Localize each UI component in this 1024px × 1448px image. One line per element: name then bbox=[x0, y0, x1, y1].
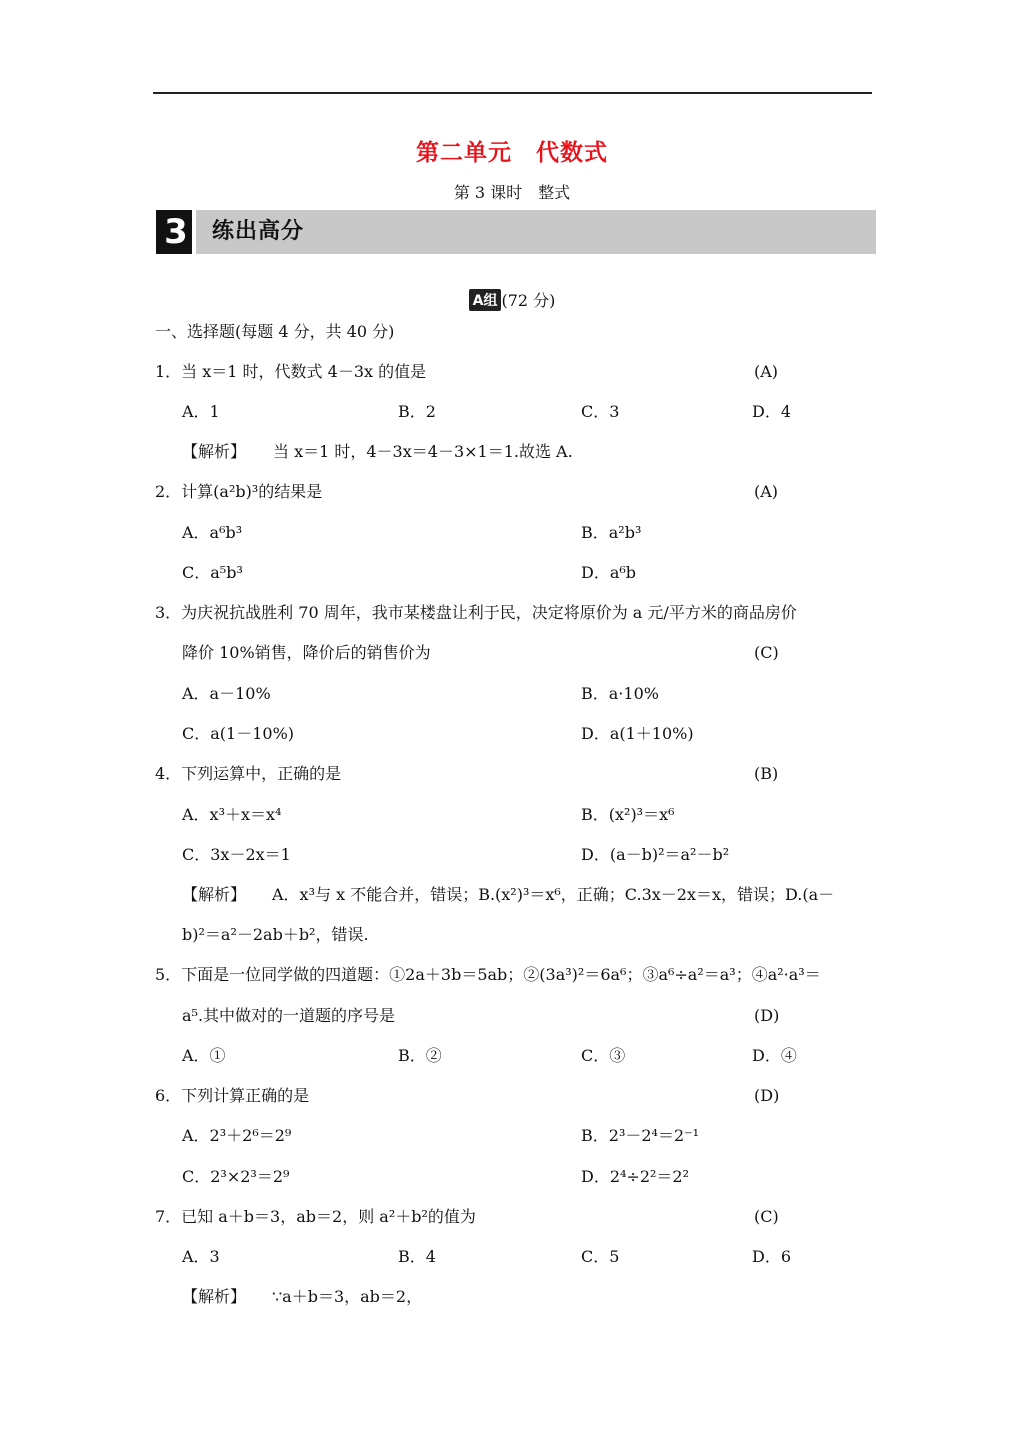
question-4-option-c: C．3x－2x＝1 bbox=[182, 845, 291, 864]
section-banner bbox=[156, 210, 876, 254]
section-heading: 一、选择题(每题 4 分，共 40 分) bbox=[155, 322, 395, 341]
question-4-option-b: B．(x²)³＝x⁶ bbox=[581, 805, 675, 824]
question-6-option-c: C．2³×2³＝2⁹ bbox=[182, 1167, 290, 1186]
question-7-answer: (C) bbox=[754, 1207, 779, 1226]
question-2-option-c: C．a⁵b³ bbox=[182, 563, 243, 582]
question-1-analysis: 当 x＝1 时，4－3x＝4－3×1＝1.故选 A. bbox=[273, 442, 573, 461]
question-1-option-c: C．3 bbox=[581, 402, 620, 421]
question-4-answer: (B) bbox=[754, 764, 779, 783]
question-3-option-d: D．a(1＋10%) bbox=[581, 724, 694, 743]
question-1-analysis-label: 【解析】 bbox=[182, 442, 247, 461]
top-rule bbox=[153, 92, 872, 94]
question-4-analysis-label: 【解析】 bbox=[182, 885, 247, 904]
question-2-option-a: A．a⁶b³ bbox=[182, 523, 243, 542]
question-7-option-b: B．4 bbox=[398, 1247, 436, 1266]
banner-number: 3 bbox=[156, 210, 196, 254]
group-score: (72 分) bbox=[501, 291, 556, 310]
question-5-stem-cont: a⁵.其中做对的一道题的序号是 bbox=[182, 1006, 396, 1025]
question-6-answer: (D) bbox=[754, 1086, 780, 1105]
question-6-option-a: A．2³＋2⁶＝2⁹ bbox=[182, 1126, 292, 1145]
question-1-option-b: B．2 bbox=[398, 402, 436, 421]
question-4-analysis: A．x³与 x 不能合并，错误；B.(x²)³＝x⁶，正确；C.3x－2x＝x，错误；D.(a－ bbox=[272, 885, 835, 904]
question-7-option-c: C．5 bbox=[581, 1247, 620, 1266]
question-6-option-b: B．2³－2⁴＝2⁻¹ bbox=[581, 1126, 699, 1145]
question-3-stem: 3．为庆祝抗战胜利 70 周年，我市某楼盘让利于民，决定将原价为 a 元/平方米的商品房价 bbox=[155, 603, 797, 622]
question-7-analysis-label: 【解析】 bbox=[182, 1287, 247, 1306]
question-5-stem: 5．下面是一位同学做的四道题：①2a＋3b＝5ab；②(3a³)²＝6a⁶；③a⁶÷a²＝a³；④a²·a³＝ bbox=[155, 965, 821, 984]
question-7-analysis: ∵a＋b＝3，ab＝2， bbox=[272, 1287, 423, 1306]
question-5-option-c: C．③ bbox=[581, 1046, 626, 1065]
banner-label: 练出高分 bbox=[212, 219, 305, 244]
question-4-option-a: A．x³＋x＝x⁴ bbox=[182, 805, 282, 824]
question-3-option-a: A．a－10% bbox=[182, 684, 271, 703]
group-badge: A组 bbox=[469, 289, 502, 311]
lesson-subtitle: 第 3 课时 整式 bbox=[453, 183, 571, 202]
question-5-option-a: A．① bbox=[182, 1046, 226, 1065]
question-2-option-d: D．a⁶b bbox=[581, 563, 637, 582]
question-3-option-c: C．a(1－10%) bbox=[182, 724, 295, 743]
question-5-option-d: D．④ bbox=[752, 1046, 797, 1065]
question-5-answer: (D) bbox=[754, 1006, 780, 1025]
question-7-stem: 7．已知 a＋b＝3，ab＝2，则 a²＋b²的值为 bbox=[155, 1207, 476, 1226]
question-2-stem: 2．计算(a²b)³的结果是 bbox=[155, 482, 323, 501]
question-1-option-d: D．4 bbox=[752, 402, 792, 421]
question-3-answer: (C) bbox=[754, 643, 779, 662]
group-header bbox=[0, 288, 1024, 311]
question-7-option-d: D．6 bbox=[752, 1247, 792, 1266]
question-4-stem: 4．下列运算中，正确的是 bbox=[155, 764, 342, 783]
question-6-option-d: D．2⁴÷2²＝2² bbox=[581, 1167, 690, 1186]
question-5-option-b: B．② bbox=[398, 1046, 442, 1065]
question-1-answer: (A) bbox=[754, 362, 779, 381]
question-7-option-a: A．3 bbox=[182, 1247, 220, 1266]
question-4-analysis-cont: b)²＝a²－2ab＋b²，错误. bbox=[182, 925, 369, 944]
question-2-answer: (A) bbox=[754, 482, 779, 501]
question-1-option-a: A．1 bbox=[182, 402, 220, 421]
question-4-option-d: D．(a－b)²＝a²－b² bbox=[581, 845, 730, 864]
page-title: 第二单元 代数式 bbox=[416, 140, 608, 166]
question-3-option-b: B．a·10% bbox=[581, 684, 659, 703]
question-3-stem-cont: 降价 10%销售，降价后的销售价为 bbox=[182, 643, 431, 662]
question-1-stem: 1．当 x＝1 时，代数式 4－3x 的值是 bbox=[155, 362, 427, 381]
question-6-stem: 6．下列计算正确的是 bbox=[155, 1086, 310, 1105]
question-2-option-b: B．a²b³ bbox=[581, 523, 642, 542]
